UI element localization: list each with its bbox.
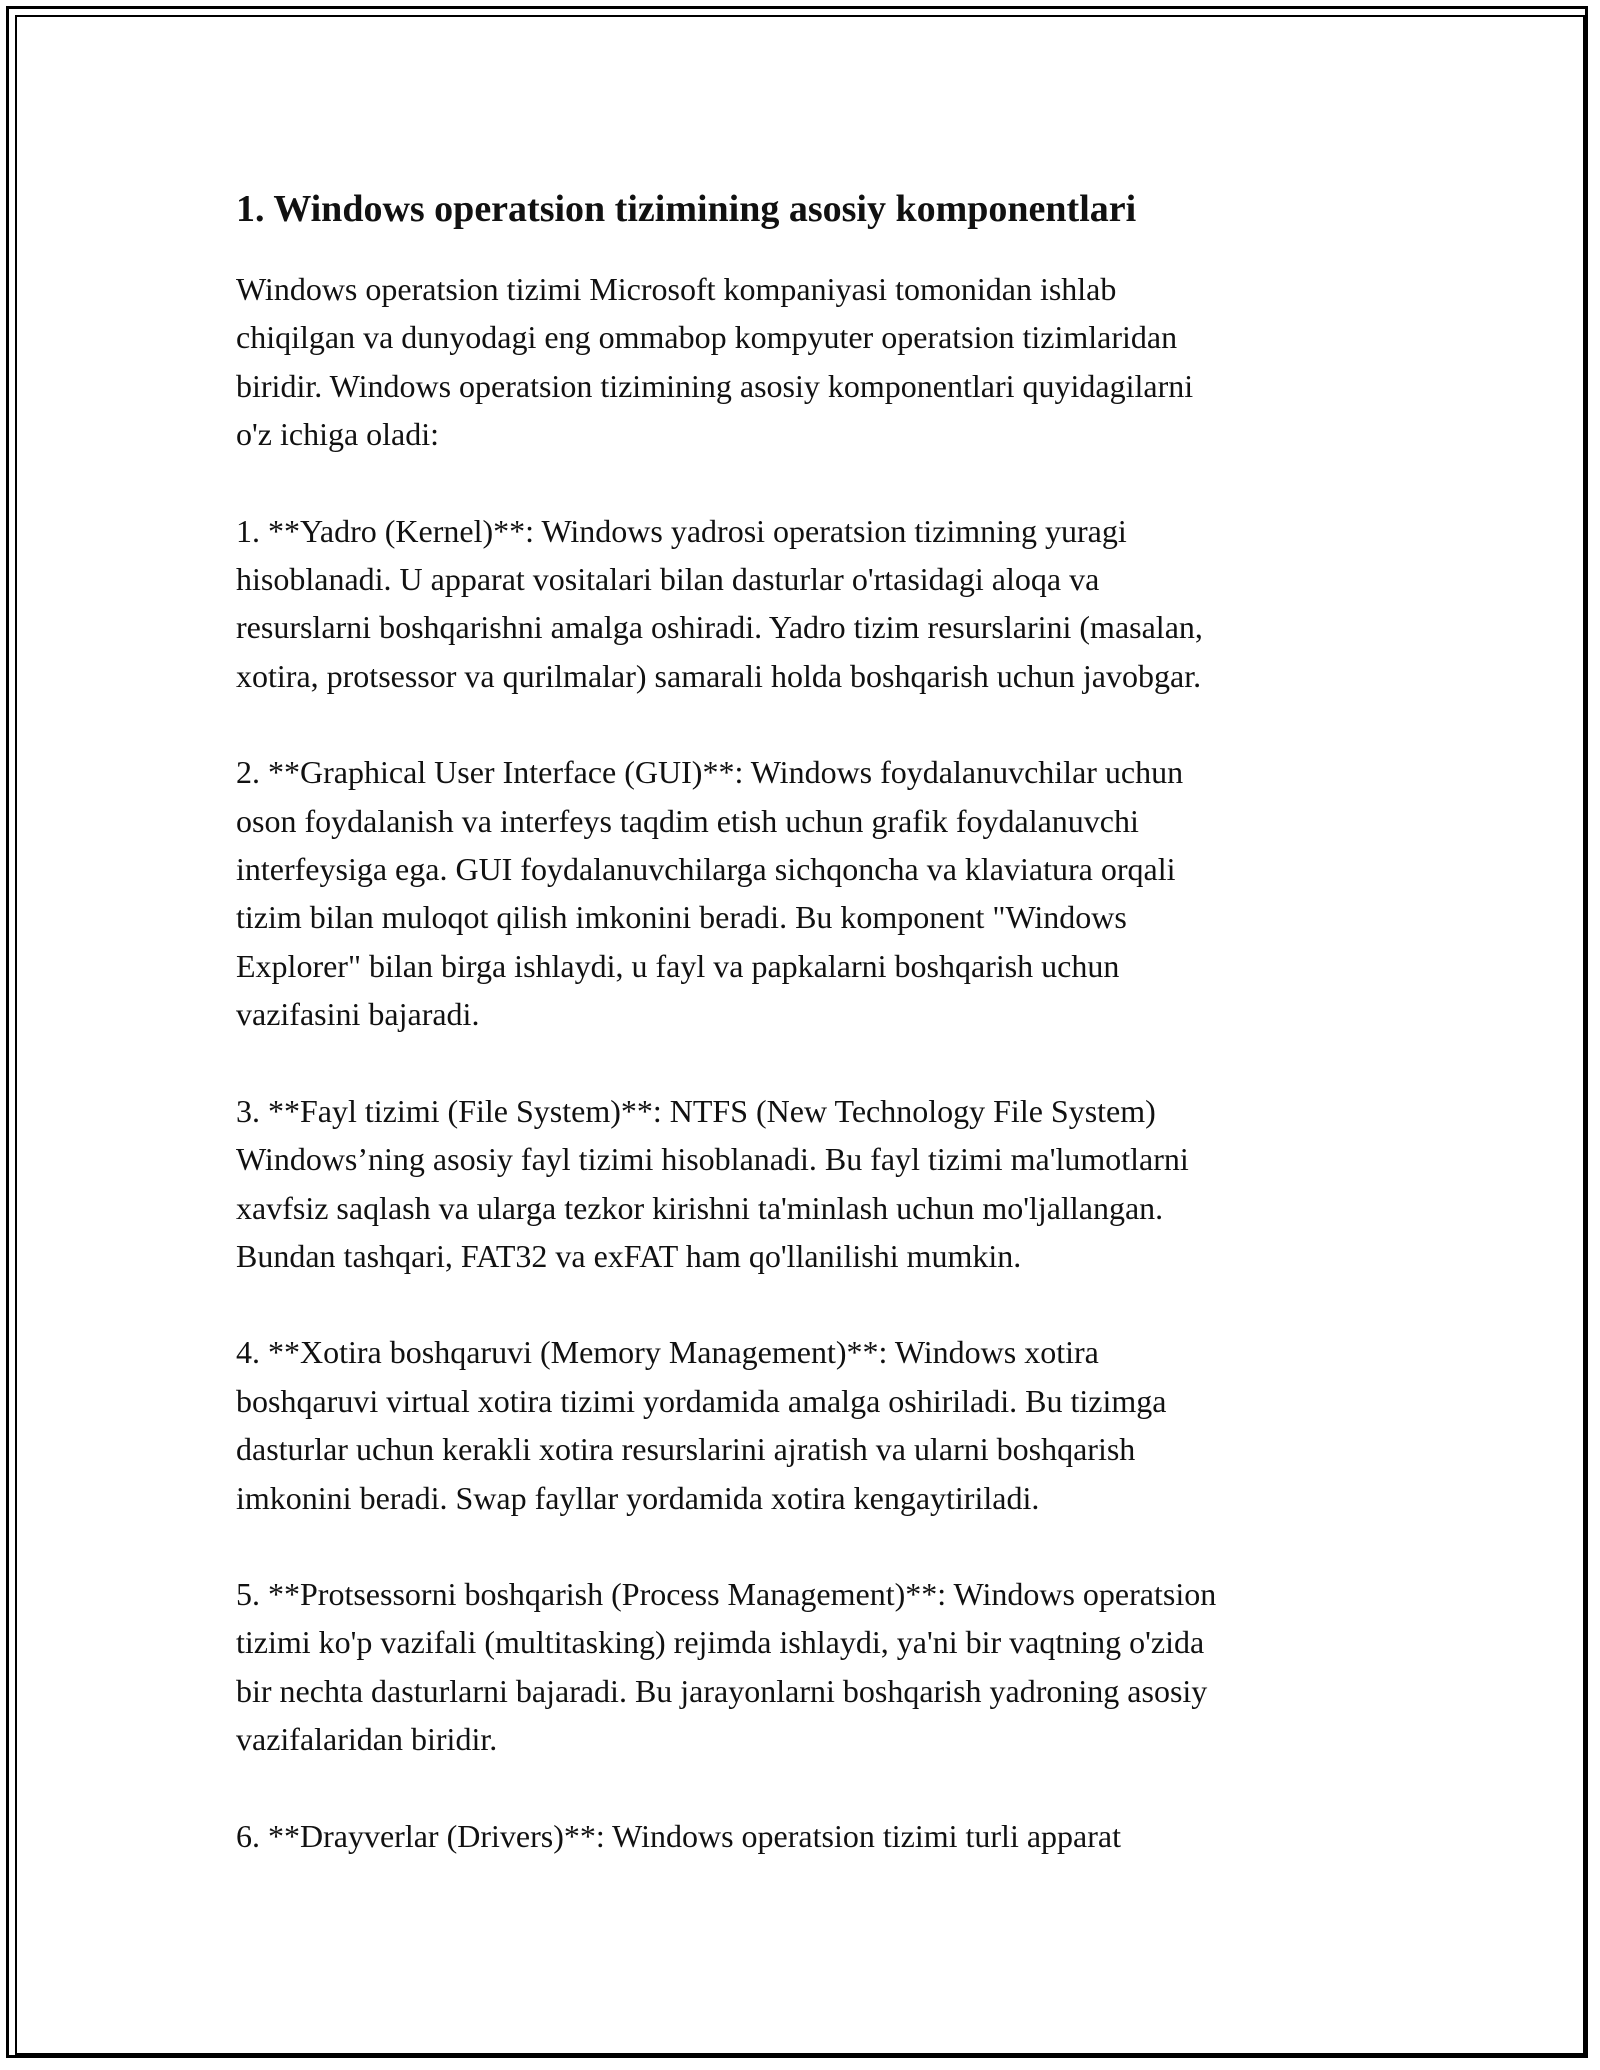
text-line: oson foydalanish va interfeys taqdim etish uchun grafik foydalanuvchi xyxy=(236,802,1139,839)
text-line: vazifasini bajaradi. xyxy=(236,996,480,1033)
section-heading: 1. Windows operatsion tizimining asosiy komponentlari xyxy=(236,188,1137,230)
text-line: chiqilgan va dunyodagi eng ommabop kompyuter operatsion tizimlaridan xyxy=(236,319,1178,356)
text-line: 6. **Drayverlar (Drivers)**: Windows operatsion tizimi turli apparat xyxy=(236,1817,1121,1854)
text-line: Bundan tashqari, FAT32 va exFAT ham qo'llanilishi mumkin. xyxy=(236,1237,1022,1274)
component-paragraph xyxy=(236,1570,1366,1764)
component-paragraph xyxy=(236,1812,1366,1860)
text-line: tizim bilan muloqot qilish imkonini beradi. Bu komponent "Windows xyxy=(236,899,1127,936)
text-line: dasturlar uchun kerakli xotira resurslarini ajratish va ularni boshqarish xyxy=(236,1431,1136,1468)
text-line: Windows operatsion tizimi Microsoft kompaniyasi tomonidan ishlab xyxy=(236,271,1117,307)
text-line: interfeysiga ega. GUI foydalanuvchilarga sichqoncha va klaviatura orqali xyxy=(236,851,1176,888)
document-body xyxy=(236,265,1366,1860)
text-line: resurslarni boshqarishni amalga oshiradi. Yadro tizim resurslarini (masalan, xyxy=(236,609,1203,646)
text-line: bir nechta dasturlarni bajaradi. Bu jarayonlarni boshqarish yadroning asosiy xyxy=(236,1672,1208,1709)
text-line: vazifalaridan biridir. xyxy=(236,1721,498,1758)
component-paragraph xyxy=(236,1087,1366,1281)
intro-paragraph xyxy=(236,265,1366,459)
component-paragraph xyxy=(236,748,1366,1038)
text-line: 1. **Yadro (Kernel)**: Windows yadrosi operatsion tizimning yuragi xyxy=(236,512,1127,549)
text-line: biridir. Windows operatsion tizimining asosiy komponentlari quyidagilarni xyxy=(236,367,1194,404)
text-line: xavfsiz saqlash va ularga tezkor kirishni ta'minlash uchun mo'ljallangan. xyxy=(236,1189,1164,1226)
text-line: o'z ichiga oladi: xyxy=(236,416,440,453)
component-paragraph xyxy=(236,1328,1366,1522)
text-line: Explorer" bilan birga ishlaydi, u fayl va papkalarni boshqarish uchun xyxy=(236,947,1120,984)
text-line: 2. **Graphical User Interface (GUI)**: Windows foydalanuvchilar uchun xyxy=(236,754,1184,791)
document-page xyxy=(236,185,1366,1908)
text-line: 4. **Xotira boshqaruvi (Memory Management)**: Windows xotira xyxy=(236,1334,1099,1371)
text-line: Windows’ning asosiy fayl tizimi hisoblanadi. Bu fayl tizimi ma'lumotlarni xyxy=(236,1141,1189,1178)
text-line: 5. **Protsessorni boshqarish (Process Management)**: Windows operatsion xyxy=(236,1575,1217,1612)
text-line: xotira, protsessor va qurilmalar) samarali holda boshqarish uchun javobgar. xyxy=(236,657,1202,694)
text-line: 3. **Fayl tizimi (File System)**: NTFS (New Technology File System) xyxy=(236,1092,1156,1129)
text-line: boshqaruvi virtual xotira tizimi yordamida amalga oshiriladi. Bu tizimga xyxy=(236,1382,1167,1419)
component-paragraph xyxy=(236,507,1366,701)
text-line: tizimi ko'p vazifali (multitasking) rejimda ishlaydi, ya'ni bir vaqtning o'zida xyxy=(236,1624,1205,1661)
text-line: imkonini beradi. Swap fayllar yordamida xotira kengaytiriladi. xyxy=(236,1479,1040,1516)
text-line: hisoblanadi. U apparat vositalari bilan dasturlar o'rtasidagi aloqa va xyxy=(236,561,1100,598)
